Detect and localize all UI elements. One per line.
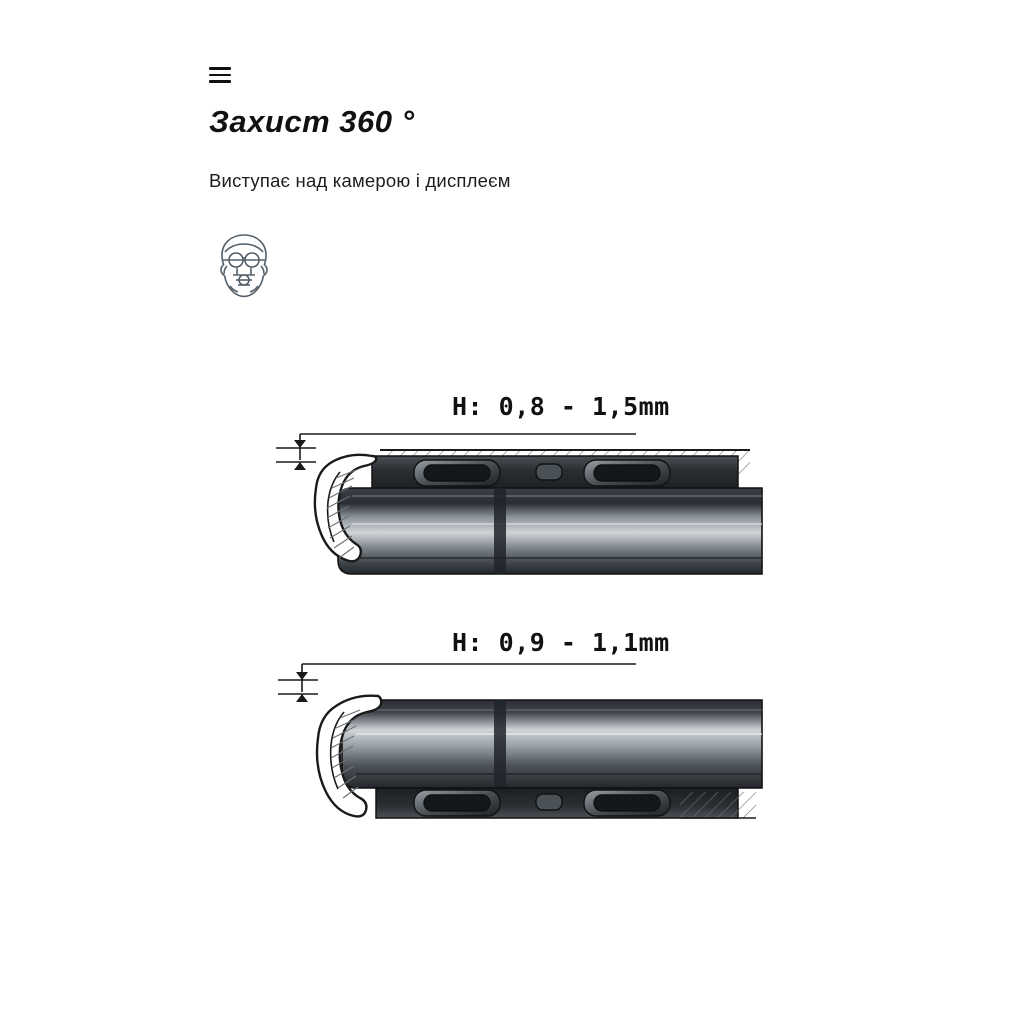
hamburger-menu-icon[interactable] [209,62,235,88]
camera-protrusion-diagram [0,372,1024,592]
display-protrusion-diagram [0,606,1024,826]
menu-bar-1 [209,67,231,70]
camera-protrusion-label: H: 0,8 - 1,5mm [452,392,670,421]
menu-bar-2 [209,74,231,77]
menu-bar-3 [209,80,231,83]
stormtrooper-helmet-icon [203,228,285,310]
page-subtitle: Виступає над камерою і дисплеєм [209,170,511,191]
display-protrusion-label: H: 0,9 - 1,1mm [452,628,670,657]
page-title: Захист 360 ° [209,104,415,139]
